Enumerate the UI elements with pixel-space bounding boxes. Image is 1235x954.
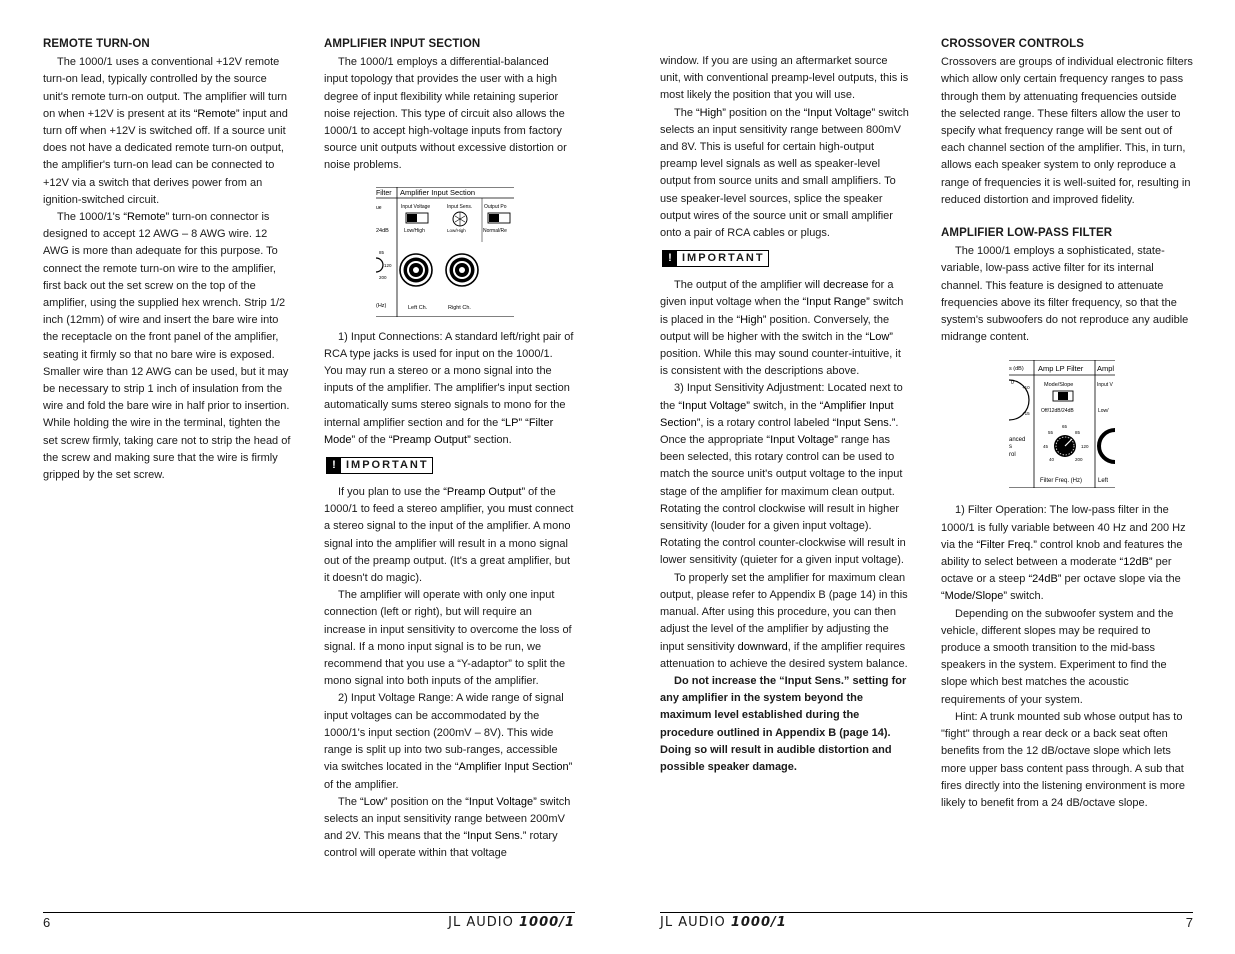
svg-text:Left: Left	[1098, 478, 1109, 485]
svg-text:Input Voltage: Input Voltage	[401, 203, 431, 210]
svg-text:120: 120	[1081, 444, 1089, 450]
svg-text:ue: ue	[376, 204, 382, 211]
svg-text:85: 85	[1075, 430, 1081, 436]
svg-text:200: 200	[379, 274, 387, 280]
svg-text:rol: rol	[1009, 452, 1016, 459]
input-panel-illustration	[376, 187, 514, 317]
svg-text:Low/High: Low/High	[404, 227, 425, 234]
remote-turn-on-section	[43, 36, 293, 484]
left-page-footer	[43, 912, 575, 933]
svg-text:Left Ch.: Left Ch.	[408, 304, 428, 311]
svg-text:s: s	[1009, 444, 1012, 451]
remote-paragraph-1: The 1000/1 uses a conventional +12V remote turn-on lead, typically controlled by the source unit's remote turn-on output. The amplifier will turn on when +12V is present at its “Remote” input and turn off when +12V is switched off. If a source unit does not have a dedicated remote turn-on output, the amplifier's turn-on lead can be connected to +12V via a switch that derives power from an ignition-switched circuit.	[43, 56, 288, 206]
input-connections-paragraph: 1) Input Connections: A standard left/right pair of RCA type jacks is used for input on the 1000/1. You may run a stereo or a mono signal into the inputs of the amplifier. The amplifier's input section automatically sums stereo signals to mono for the internal amplifier section and for the “LP” “Filter Mode” of the “Preamp Output” section.	[324, 330, 574, 446]
window-continued-paragraph: window. If you are using an aftermarket source unit, with conventional preamp-level outputs, this is most likely the position that you will use.	[660, 55, 909, 102]
svg-text:Ampl: Ampl	[1097, 364, 1115, 374]
svg-text:40: 40	[1049, 457, 1055, 463]
left-rca-jack	[400, 254, 432, 286]
slope-depending-paragraph: Depending on the subwoofer system and the vehicle, different slopes may be required to produce a smooth transition to the mid-bass speakers in the system. Experiment to find the slope which best matches the acoustic requirements of your system.	[941, 607, 1174, 706]
svg-text:Off/12dB/24dB: Off/12dB/24dB	[1041, 408, 1074, 415]
high-position-paragraph: The “High” position on the “Input Voltage” switch selects an input sensitivity range between 800mV and 8V. This is useful for certain high-output preamp level signals as well as speaker-level output from source units and small amplifiers. To use speaker-level sources, splice the speaker output wires of the source unit or small amplifier onto a pair of RCA cables or plugs.	[660, 106, 909, 240]
important-text-1: If you plan to use the “Preamp Output” of the 1000/1 to feed a stereo amplifier, you must connect a stereo signal to the input of the amplifier. A mono signal into the amplifier will result in a mono signal out of the preamp output. (It's a great amplifier, but it doesn't do magic).	[324, 486, 574, 585]
amplifier-input-section	[324, 36, 574, 863]
crossover-heading: CROSSOVER CONTROLS	[941, 38, 1085, 50]
important-callout-1: ! IMPORTANT	[326, 457, 433, 474]
important-text-2: The output of the amplifier will decrease for a given input voltage when the “Input Range” switch is placed in the “High” position. Conversely, the output will be higher with the switch in the “Low” position. While this may sound counter-intuitive, it is consistent with the descriptions above.	[660, 279, 904, 378]
lowpass-figure	[1009, 360, 1115, 488]
svg-text:65: 65	[1062, 424, 1068, 430]
warning-paragraph: Do not increase the “Input Sens.” setting for any amplifier in the system beyond the maximum level established during the procedure outlined in Appendix B (page 14). Doing so will result in audible distortion and possible speaker damage.	[660, 674, 907, 773]
sensitivity-adjustment-paragraph: 3) Input Sensitivity Adjustment: Located next to the “Input Voltage” switch, in the “Amplifier Input Section”, is a rotary control labeled “Input Sens.”. Once the appropriate “Input Voltage” range has been selected, this rotary control can be used to match the source unit's output voltage to the input stage of the amplifier for maximum clean output. Rotating the control clockwise will result in higher sensitivity (louder for a given input voltage). Rotating the control counter-clockwise will result in lower sensitivity (quieter for a given input voltage).	[660, 382, 906, 567]
fig-amp-lp-title: Amp LP Filter	[1038, 364, 1084, 374]
svg-text:Low/High: Low/High	[447, 227, 466, 233]
fig-section-title: Amplifier Input Section	[400, 187, 476, 197]
svg-text:120: 120	[384, 262, 392, 268]
remote-heading: REMOTE TURN-ON	[43, 38, 150, 50]
right-page-footer	[660, 912, 1193, 933]
important-callout-2: ! IMPORTANT	[662, 250, 769, 267]
right-rca-jack	[446, 254, 478, 286]
svg-text:Mode/Slope: Mode/Slope	[1044, 382, 1074, 389]
lowpass-panel-illustration	[1009, 360, 1115, 488]
svg-text:(Hz): (Hz)	[376, 302, 387, 309]
svg-text:0: 0	[1011, 380, 1014, 387]
crossover-text: Crossovers are groups of individual electronic filters which allow only certain frequency ranges to pass through them by attenuating frequencies outside the selected range. These filters allow the user to specify what frequency range will be sent out of each channel section of the amplifier. This, in turn, allows each speaker system to only reproduce a range of frequencies it is well-suited for, resulting in reduced distortion and improved fidelity.	[941, 56, 1193, 206]
filter-freq-knob	[1054, 435, 1076, 457]
exclamation-icon: !	[327, 458, 341, 473]
right-footer-brand: JL AUDIO 1000/1	[660, 915, 787, 930]
lowpass-heading: AMPLIFIER LOW-PASS FILTER	[941, 227, 1113, 240]
low-position-paragraph: The “Low” position on the “Input Voltage” switch selects an input sensitivity range between 200mV and 2V. This means that the “Input Sens.” rotary control will operate within that voltage	[324, 795, 571, 860]
svg-text:Low/: Low/	[1098, 408, 1109, 415]
svg-text:Input Sens.: Input Sens.	[447, 203, 473, 210]
svg-text:45: 45	[1043, 444, 1049, 450]
svg-text:Normal/Re: Normal/Re	[483, 227, 507, 234]
svg-text:anced: anced	[1009, 437, 1026, 444]
lowpass-intro: The 1000/1 employs a sophisticated, state-variable, low-pass active filter for its internal channel. This feature is designed to attenuate frequencies above its filter frequency, so that the system's subwoofers do not reproduce any audible midrange content.	[941, 245, 1189, 344]
svg-text:s (dB): s (dB)	[1009, 366, 1024, 373]
svg-text:Output Po: Output Po	[484, 203, 507, 210]
svg-text:24dB: 24dB	[376, 227, 389, 234]
right-page-number: 7	[1185, 915, 1193, 930]
mono-input-paragraph: The amplifier will operate with only one input connection (left or right), but will require an increase in input sensitivity to overcome the loss of signal. If a mono input signal is to be run, we recommend that you use a “Y-adaptor” to split the mono signal into both inputs of the amplifier.	[324, 589, 572, 688]
exclamation-icon: !	[663, 251, 677, 266]
svg-text:Right Ch.: Right Ch.	[448, 304, 471, 311]
svg-text:Filter Freq. (Hz): Filter Freq. (Hz)	[1040, 478, 1082, 485]
input-voltage-continued-section	[660, 53, 910, 776]
svg-text:85: 85	[379, 249, 385, 255]
svg-text:55: 55	[1048, 430, 1054, 436]
input-section-figure	[376, 187, 514, 317]
crossover-section	[941, 36, 1193, 812]
input-heading: AMPLIFIER INPUT SECTION	[324, 38, 481, 50]
left-page-number: 6	[43, 915, 51, 930]
svg-text:+15: +15	[1022, 411, 1030, 417]
left-footer-brand: JL AUDIO 1000/1	[448, 915, 575, 930]
remote-paragraph-2: The 1000/1's “Remote” turn-on connector is designed to accept 12 AWG – 8 AWG wire. 12 AWG is more than adequate for this purpose. To connect the remote turn-on wire to the amplifier, first back out the set screw on the top of the amplifier, using the supplied hex wrench. Strip 1/2 inch (12mm) of wire and insert the bare wire into the receptacle on the front panel of the amplifier, seating it firmly so that no bare wire is exposed. Smaller wire than 12 AWG can be used, but it may be necessary to strip 1 inch of insulation from the wire and fold the bare wire in half prior to insertion. While holding the wire in the terminal, tighten the set screw firmly, taking care not to strip the head of the screw and making sure that the wire is firmly gripped by the set screw.	[43, 211, 291, 482]
svg-text:Input V: Input V	[1097, 382, 1113, 389]
svg-text:200: 200	[1075, 457, 1083, 463]
fig-filter-label: Filter	[376, 189, 392, 197]
setting-paragraph: To properly set the amplifier for maximum clean output, please refer to Appendix B (page 14) in this manual. After using this procedure, you can then adjust the level of the amplifier by adjusting the input sensitivity downward, if the amplifier requires attenuation to achieve the desired system balance.	[660, 571, 908, 670]
svg-text:+10: +10	[1022, 385, 1030, 391]
filter-operation-paragraph: 1) Filter Operation: The low-pass filter in the 1000/1 is fully variable between 40 Hz and 200 Hz via the “Filter Freq.” control knob and features the ability to select between a moderate “12dB” per octave or a steep “24dB” per octave slope via the “Mode/Slope” switch.	[941, 504, 1186, 603]
input-intro: The 1000/1 employs a differential-balanced input topology that provides the user with a high degree of input flexibility while retaining superior noise rejection. This type of circuit also allows the 1000/1 to accept high-voltage inputs from factory source unit outputs without excessive distortion or noise problems.	[324, 56, 567, 172]
input-voltage-range-paragraph: 2) Input Voltage Range: A wide range of signal input voltages can be accommodated by the 1000/1's input section (200mV – 8V). This wide range is split up into two sub-ranges, accessible via switches located in the “Amplifier Input Section” of the amplifier.	[324, 692, 573, 791]
hint-paragraph: Hint: A trunk mounted sub whose output has to "fight" through a rear deck or a back seat often benefits from the 12 dB/octave slope which lets more upper bass content pass through. A sub that fires directly into the listening environment is more likely to benefit from a 24 dB/octave slope.	[941, 710, 1185, 809]
